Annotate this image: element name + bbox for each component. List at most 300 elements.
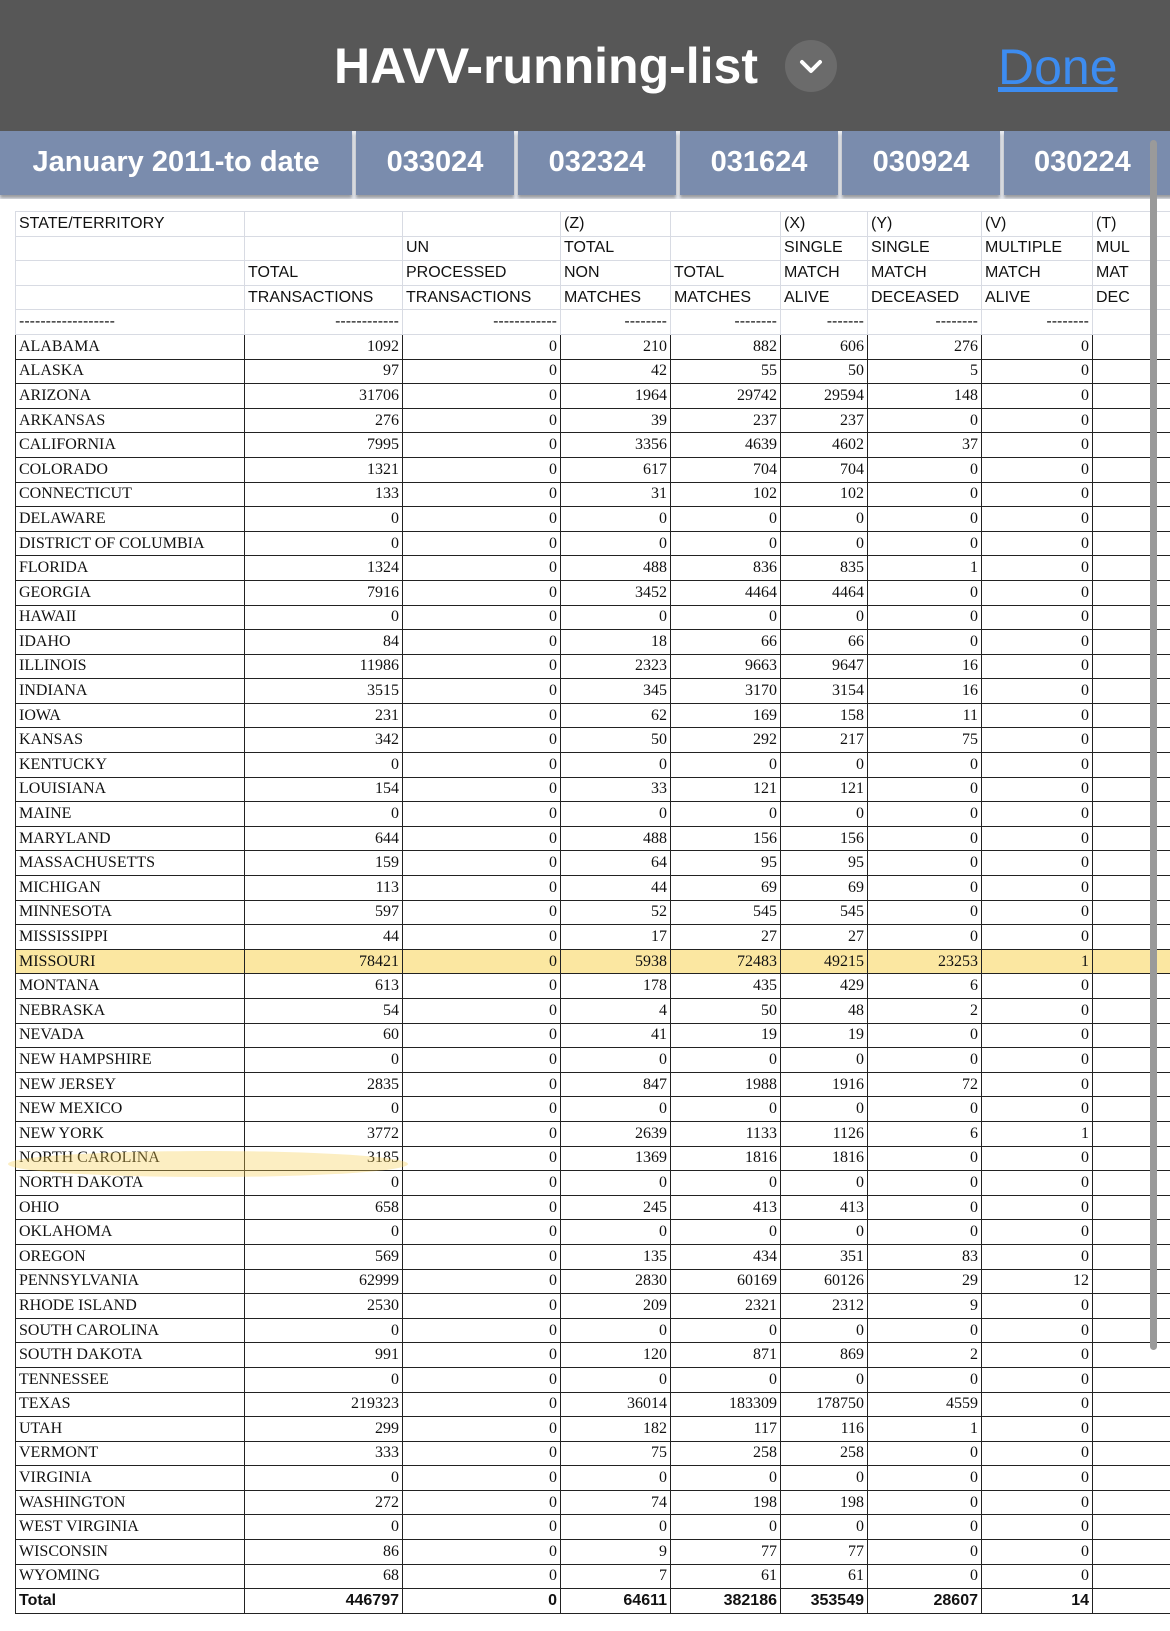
value-cell[interactable]: 72483	[671, 949, 781, 974]
value-cell[interactable]: 0	[403, 974, 561, 999]
value-cell[interactable]: 0	[868, 1171, 982, 1196]
value-cell[interactable]: 0	[403, 1146, 561, 1171]
value-cell[interactable]: 7995	[245, 433, 403, 458]
value-cell[interactable]: 2	[868, 999, 982, 1024]
value-cell[interactable]	[1093, 580, 1170, 605]
value-cell[interactable]: 272	[245, 1490, 403, 1515]
value-cell[interactable]: 0	[403, 1466, 561, 1491]
header-cell[interactable]	[16, 261, 245, 286]
value-cell[interactable]: 210	[561, 334, 671, 359]
state-cell[interactable]: NEW YORK	[16, 1121, 245, 1146]
header-cell[interactable]: DEC	[1093, 285, 1170, 310]
value-cell[interactable]: 0	[982, 1367, 1093, 1392]
state-cell[interactable]: COLORADO	[16, 457, 245, 482]
value-cell[interactable]: 0	[868, 1540, 982, 1565]
separator-cell[interactable]: --------	[982, 310, 1093, 335]
value-cell[interactable]: 0	[403, 482, 561, 507]
value-cell[interactable]: 0	[868, 802, 982, 827]
value-cell[interactable]: 0	[982, 777, 1093, 802]
value-cell[interactable]: 0	[868, 900, 982, 925]
value-cell[interactable]: 333	[245, 1441, 403, 1466]
value-cell[interactable]: 75	[868, 728, 982, 753]
state-cell[interactable]: MAINE	[16, 802, 245, 827]
value-cell[interactable]: 0	[245, 1097, 403, 1122]
value-cell[interactable]: 84	[245, 630, 403, 655]
value-cell[interactable]	[1093, 876, 1170, 901]
value-cell[interactable]: 29594	[781, 384, 868, 409]
value-cell[interactable]	[1093, 1417, 1170, 1442]
total-value-cell[interactable]	[1093, 1589, 1170, 1614]
header-cell[interactable]	[16, 285, 245, 310]
total-value-cell[interactable]: 382186	[671, 1589, 781, 1614]
value-cell[interactable]: 847	[561, 1072, 671, 1097]
value-cell[interactable]: 61	[671, 1564, 781, 1589]
value-cell[interactable]: 0	[982, 802, 1093, 827]
value-cell[interactable]	[1093, 802, 1170, 827]
value-cell[interactable]	[1093, 359, 1170, 384]
value-cell[interactable]: 4464	[781, 580, 868, 605]
value-cell[interactable]: 0	[403, 1392, 561, 1417]
state-cell[interactable]: IOWA	[16, 703, 245, 728]
value-cell[interactable]: 237	[781, 408, 868, 433]
value-cell[interactable]: 2321	[671, 1294, 781, 1319]
value-cell[interactable]: 0	[781, 1515, 868, 1540]
value-cell[interactable]: 292	[671, 728, 781, 753]
value-cell[interactable]: 148	[868, 384, 982, 409]
total-value-cell[interactable]: 0	[403, 1589, 561, 1614]
value-cell[interactable]: 0	[982, 1540, 1093, 1565]
value-cell[interactable]: 0	[561, 753, 671, 778]
value-cell[interactable]	[1093, 1367, 1170, 1392]
value-cell[interactable]: 0	[671, 753, 781, 778]
value-cell[interactable]: 0	[671, 1515, 781, 1540]
value-cell[interactable]: 429	[781, 974, 868, 999]
state-cell[interactable]: ILLINOIS	[16, 654, 245, 679]
value-cell[interactable]: 0	[982, 605, 1093, 630]
value-cell[interactable]: 102	[781, 482, 868, 507]
state-cell[interactable]: LOUISIANA	[16, 777, 245, 802]
value-cell[interactable]: 17	[561, 925, 671, 950]
value-cell[interactable]: 0	[868, 1195, 982, 1220]
value-cell[interactable]	[1093, 999, 1170, 1024]
header-cell[interactable]: (X)	[781, 212, 868, 237]
separator-cell[interactable]: --------	[561, 310, 671, 335]
value-cell[interactable]: 182	[561, 1417, 671, 1442]
state-cell[interactable]: MISSISSIPPI	[16, 925, 245, 950]
sheet-tab-january-2011-to-date[interactable]: January 2011-to date	[0, 131, 352, 195]
state-cell[interactable]: VIRGINIA	[16, 1466, 245, 1491]
header-cell[interactable]: (V)	[982, 212, 1093, 237]
value-cell[interactable]	[1093, 1441, 1170, 1466]
value-cell[interactable]: 345	[561, 679, 671, 704]
value-cell[interactable]	[1093, 703, 1170, 728]
value-cell[interactable]: 0	[671, 1097, 781, 1122]
value-cell[interactable]: 0	[868, 1220, 982, 1245]
state-cell[interactable]: WASHINGTON	[16, 1490, 245, 1515]
value-cell[interactable]: 0	[561, 1318, 671, 1343]
state-cell[interactable]: NORTH DAKOTA	[16, 1171, 245, 1196]
value-cell[interactable]: 0	[868, 851, 982, 876]
value-cell[interactable]: 835	[781, 556, 868, 581]
value-cell[interactable]: 0	[982, 1490, 1093, 1515]
header-cell[interactable]: MAT	[1093, 261, 1170, 286]
value-cell[interactable]: 1133	[671, 1121, 781, 1146]
value-cell[interactable]: 0	[671, 1466, 781, 1491]
header-cell[interactable]: (Y)	[868, 212, 982, 237]
header-cell[interactable]: TOTAL	[671, 261, 781, 286]
value-cell[interactable]: 159	[245, 851, 403, 876]
value-cell[interactable]: 569	[245, 1244, 403, 1269]
value-cell[interactable]: 44	[245, 925, 403, 950]
value-cell[interactable]: 158	[781, 703, 868, 728]
value-cell[interactable]: 0	[781, 753, 868, 778]
state-cell[interactable]: MINNESOTA	[16, 900, 245, 925]
value-cell[interactable]: 1	[982, 949, 1093, 974]
value-cell[interactable]: 0	[982, 999, 1093, 1024]
value-cell[interactable]: 0	[868, 1318, 982, 1343]
value-cell[interactable]: 2830	[561, 1269, 671, 1294]
state-cell[interactable]: NEW JERSEY	[16, 1072, 245, 1097]
value-cell[interactable]	[1093, 851, 1170, 876]
value-cell[interactable]: 3170	[671, 679, 781, 704]
value-cell[interactable]: 1	[868, 1417, 982, 1442]
header-cell[interactable]	[671, 236, 781, 261]
value-cell[interactable]: 11	[868, 703, 982, 728]
value-cell[interactable]: 0	[403, 433, 561, 458]
value-cell[interactable]: 1126	[781, 1121, 868, 1146]
header-cell[interactable]: TOTAL	[245, 261, 403, 286]
state-cell[interactable]: WEST VIRGINIA	[16, 1515, 245, 1540]
value-cell[interactable]: 77	[781, 1540, 868, 1565]
value-cell[interactable]: 0	[982, 556, 1093, 581]
header-cell[interactable]: MATCH	[781, 261, 868, 286]
value-cell[interactable]: 62999	[245, 1269, 403, 1294]
value-cell[interactable]: 237	[671, 408, 781, 433]
value-cell[interactable]: 0	[403, 654, 561, 679]
value-cell[interactable]: 299	[245, 1417, 403, 1442]
state-cell[interactable]: ARKANSAS	[16, 408, 245, 433]
value-cell[interactable]: 0	[561, 1220, 671, 1245]
state-cell[interactable]: ALABAMA	[16, 334, 245, 359]
value-cell[interactable]: 0	[982, 1441, 1093, 1466]
value-cell[interactable]: 4639	[671, 433, 781, 458]
state-cell[interactable]: OREGON	[16, 1244, 245, 1269]
value-cell[interactable]: 644	[245, 826, 403, 851]
value-cell[interactable]	[1093, 1072, 1170, 1097]
value-cell[interactable]: 0	[561, 1466, 671, 1491]
value-cell[interactable]: 0	[982, 334, 1093, 359]
value-cell[interactable]: 0	[561, 1367, 671, 1392]
value-cell[interactable]: 0	[982, 457, 1093, 482]
value-cell[interactable]: 0	[245, 1515, 403, 1540]
value-cell[interactable]: 0	[245, 1048, 403, 1073]
separator-cell[interactable]: ------------	[403, 310, 561, 335]
value-cell[interactable]: 0	[403, 359, 561, 384]
separator-cell[interactable]: ------------	[245, 310, 403, 335]
header-cell[interactable]: SINGLE	[781, 236, 868, 261]
value-cell[interactable]: 102	[671, 482, 781, 507]
value-cell[interactable]: 613	[245, 974, 403, 999]
value-cell[interactable]: 0	[982, 507, 1093, 532]
value-cell[interactable]: 60126	[781, 1269, 868, 1294]
value-cell[interactable]: 69	[781, 876, 868, 901]
header-cell[interactable]: STATE/TERRITORY	[16, 212, 245, 237]
value-cell[interactable]: 231	[245, 703, 403, 728]
header-cell[interactable]: MULTIPLE	[982, 236, 1093, 261]
state-cell[interactable]: CONNECTICUT	[16, 482, 245, 507]
value-cell[interactable]: 0	[868, 753, 982, 778]
value-cell[interactable]: 0	[403, 1343, 561, 1368]
separator-cell[interactable]	[1093, 310, 1170, 335]
value-cell[interactable]: 0	[982, 1171, 1093, 1196]
value-cell[interactable]: 276	[245, 408, 403, 433]
value-cell[interactable]: 198	[671, 1490, 781, 1515]
value-cell[interactable]	[1093, 1195, 1170, 1220]
value-cell[interactable]: 16	[868, 654, 982, 679]
value-cell[interactable]: 50	[561, 728, 671, 753]
value-cell[interactable]	[1093, 1220, 1170, 1245]
value-cell[interactable]: 0	[403, 1490, 561, 1515]
value-cell[interactable]: 154	[245, 777, 403, 802]
value-cell[interactable]: 55	[671, 359, 781, 384]
sheet-tab-031624[interactable]: 031624	[680, 131, 838, 195]
value-cell[interactable]: 61	[781, 1564, 868, 1589]
total-label-cell[interactable]: Total	[16, 1589, 245, 1614]
value-cell[interactable]: 0	[982, 728, 1093, 753]
value-cell[interactable]: 36014	[561, 1392, 671, 1417]
value-cell[interactable]: 0	[561, 531, 671, 556]
value-cell[interactable]	[1093, 1392, 1170, 1417]
value-cell[interactable]: 836	[671, 556, 781, 581]
value-cell[interactable]: 64	[561, 851, 671, 876]
value-cell[interactable]: 113	[245, 876, 403, 901]
value-cell[interactable]: 198	[781, 1490, 868, 1515]
value-cell[interactable]: 4559	[868, 1392, 982, 1417]
value-cell[interactable]: 0	[403, 1220, 561, 1245]
value-cell[interactable]: 0	[561, 802, 671, 827]
state-cell[interactable]: TENNESSEE	[16, 1367, 245, 1392]
value-cell[interactable]: 3452	[561, 580, 671, 605]
value-cell[interactable]: 0	[781, 531, 868, 556]
value-cell[interactable]: 0	[403, 1367, 561, 1392]
value-cell[interactable]: 0	[982, 974, 1093, 999]
value-cell[interactable]: 0	[561, 1515, 671, 1540]
state-cell[interactable]: NEW MEXICO	[16, 1097, 245, 1122]
value-cell[interactable]: 0	[982, 1466, 1093, 1491]
value-cell[interactable]: 5938	[561, 949, 671, 974]
value-cell[interactable]: 0	[982, 654, 1093, 679]
value-cell[interactable]: 0	[868, 580, 982, 605]
value-cell[interactable]: 217	[781, 728, 868, 753]
value-cell[interactable]: 342	[245, 728, 403, 753]
value-cell[interactable]: 545	[781, 900, 868, 925]
value-cell[interactable]: 0	[403, 679, 561, 704]
value-cell[interactable]: 219323	[245, 1392, 403, 1417]
value-cell[interactable]: 0	[868, 1515, 982, 1540]
value-cell[interactable]: 3185	[245, 1146, 403, 1171]
value-cell[interactable]: 0	[403, 1318, 561, 1343]
value-cell[interactable]: 52	[561, 900, 671, 925]
value-cell[interactable]: 0	[403, 851, 561, 876]
value-cell[interactable]	[1093, 728, 1170, 753]
value-cell[interactable]	[1093, 777, 1170, 802]
value-cell[interactable]: 0	[245, 1367, 403, 1392]
value-cell[interactable]: 245	[561, 1195, 671, 1220]
value-cell[interactable]: 0	[781, 802, 868, 827]
value-cell[interactable]: 178	[561, 974, 671, 999]
title-menu-button[interactable]	[785, 40, 837, 92]
sheet-tab-033024[interactable]: 033024	[356, 131, 514, 195]
value-cell[interactable]: 0	[403, 1294, 561, 1319]
value-cell[interactable]: 0	[868, 777, 982, 802]
value-cell[interactable]: 6	[868, 974, 982, 999]
value-cell[interactable]: 0	[982, 1564, 1093, 1589]
header-cell[interactable]: MUL	[1093, 236, 1170, 261]
value-cell[interactable]	[1093, 1564, 1170, 1589]
value-cell[interactable]	[1093, 1318, 1170, 1343]
value-cell[interactable]: 29742	[671, 384, 781, 409]
value-cell[interactable]: 0	[671, 605, 781, 630]
sheet-tab-032324[interactable]: 032324	[518, 131, 676, 195]
value-cell[interactable]: 0	[403, 1195, 561, 1220]
value-cell[interactable]: 0	[403, 556, 561, 581]
value-cell[interactable]: 488	[561, 556, 671, 581]
value-cell[interactable]: 0	[982, 1072, 1093, 1097]
sheet-tab-030224[interactable]: 030224	[1004, 131, 1170, 195]
value-cell[interactable]: 0	[561, 1048, 671, 1073]
value-cell[interactable]	[1093, 900, 1170, 925]
value-cell[interactable]: 48	[781, 999, 868, 1024]
value-cell[interactable]: 0	[671, 507, 781, 532]
state-cell[interactable]: KANSAS	[16, 728, 245, 753]
header-cell[interactable]: DECEASED	[868, 285, 982, 310]
value-cell[interactable]: 121	[671, 777, 781, 802]
value-cell[interactable]	[1093, 630, 1170, 655]
value-cell[interactable]: 0	[403, 802, 561, 827]
value-cell[interactable]: 121	[781, 777, 868, 802]
total-value-cell[interactable]: 446797	[245, 1589, 403, 1614]
value-cell[interactable]: 50	[671, 999, 781, 1024]
value-cell[interactable]: 1816	[671, 1146, 781, 1171]
value-cell[interactable]: 0	[868, 1441, 982, 1466]
value-cell[interactable]: 258	[781, 1441, 868, 1466]
value-cell[interactable]: 3356	[561, 433, 671, 458]
value-cell[interactable]: 0	[982, 630, 1093, 655]
value-cell[interactable]: 0	[982, 1146, 1093, 1171]
state-cell[interactable]: NORTH CAROLINA	[16, 1146, 245, 1171]
state-cell[interactable]: UTAH	[16, 1417, 245, 1442]
state-cell[interactable]: OKLAHOMA	[16, 1220, 245, 1245]
value-cell[interactable]: 62	[561, 703, 671, 728]
value-cell[interactable]: 77	[671, 1540, 781, 1565]
value-cell[interactable]: 0	[671, 1318, 781, 1343]
value-cell[interactable]: 75	[561, 1441, 671, 1466]
value-cell[interactable]	[1093, 605, 1170, 630]
value-cell[interactable]: 27	[671, 925, 781, 950]
value-cell[interactable]	[1093, 949, 1170, 974]
value-cell[interactable]: 0	[868, 630, 982, 655]
header-cell[interactable]: MATCH	[868, 261, 982, 286]
value-cell[interactable]: 0	[403, 777, 561, 802]
value-cell[interactable]: 0	[403, 1048, 561, 1073]
value-cell[interactable]: 0	[403, 925, 561, 950]
value-cell[interactable]: 0	[982, 1392, 1093, 1417]
value-cell[interactable]: 135	[561, 1244, 671, 1269]
value-cell[interactable]: 0	[403, 580, 561, 605]
state-cell[interactable]: INDIANA	[16, 679, 245, 704]
header-cell[interactable]: NON	[561, 261, 671, 286]
value-cell[interactable]: 4602	[781, 433, 868, 458]
value-cell[interactable]: 871	[671, 1343, 781, 1368]
total-value-cell[interactable]: 64611	[561, 1589, 671, 1614]
value-cell[interactable]: 0	[245, 802, 403, 827]
value-cell[interactable]: 60169	[671, 1269, 781, 1294]
value-cell[interactable]: 120	[561, 1343, 671, 1368]
header-cell[interactable]	[16, 236, 245, 261]
state-cell[interactable]: SOUTH CAROLINA	[16, 1318, 245, 1343]
sheet-tab-030924[interactable]: 030924	[842, 131, 1000, 195]
value-cell[interactable]: 0	[403, 826, 561, 851]
state-cell[interactable]: RHODE ISLAND	[16, 1294, 245, 1319]
value-cell[interactable]: 33	[561, 777, 671, 802]
value-cell[interactable]: 0	[403, 900, 561, 925]
value-cell[interactable]: 169	[671, 703, 781, 728]
value-cell[interactable]: 0	[561, 1097, 671, 1122]
value-cell[interactable]: 991	[245, 1343, 403, 1368]
value-cell[interactable]: 617	[561, 457, 671, 482]
header-cell[interactable]	[245, 212, 403, 237]
state-cell[interactable]: OHIO	[16, 1195, 245, 1220]
value-cell[interactable]: 19	[781, 1023, 868, 1048]
value-cell[interactable]: 0	[403, 531, 561, 556]
value-cell[interactable]: 0	[245, 1466, 403, 1491]
value-cell[interactable]: 0	[982, 1195, 1093, 1220]
value-cell[interactable]: 0	[403, 999, 561, 1024]
value-cell[interactable]: 72	[868, 1072, 982, 1097]
value-cell[interactable]: 0	[868, 1023, 982, 1048]
value-cell[interactable]: 0	[245, 507, 403, 532]
state-cell[interactable]: MONTANA	[16, 974, 245, 999]
value-cell[interactable]: 2312	[781, 1294, 868, 1319]
state-cell[interactable]: CALIFORNIA	[16, 433, 245, 458]
state-cell[interactable]: IDAHO	[16, 630, 245, 655]
value-cell[interactable]: 0	[868, 1367, 982, 1392]
value-cell[interactable]	[1093, 531, 1170, 556]
value-cell[interactable]: 0	[868, 1490, 982, 1515]
value-cell[interactable]: 3154	[781, 679, 868, 704]
value-cell[interactable]: 0	[245, 1220, 403, 1245]
header-cell[interactable]: UN	[403, 236, 561, 261]
value-cell[interactable]: 0	[403, 1417, 561, 1442]
state-cell[interactable]: MARYLAND	[16, 826, 245, 851]
value-cell[interactable]: 0	[868, 1097, 982, 1122]
value-cell[interactable]: 0	[403, 728, 561, 753]
state-cell[interactable]: MICHIGAN	[16, 876, 245, 901]
value-cell[interactable]: 0	[982, 876, 1093, 901]
value-cell[interactable]	[1093, 1146, 1170, 1171]
value-cell[interactable]: 183309	[671, 1392, 781, 1417]
value-cell[interactable]: 0	[403, 1072, 561, 1097]
state-cell[interactable]: WYOMING	[16, 1564, 245, 1589]
header-cell[interactable]: SINGLE	[868, 236, 982, 261]
value-cell[interactable]: 0	[982, 1244, 1093, 1269]
value-cell[interactable]: 0	[671, 1367, 781, 1392]
value-cell[interactable]: 413	[671, 1195, 781, 1220]
value-cell[interactable]: 66	[671, 630, 781, 655]
value-cell[interactable]: 0	[868, 507, 982, 532]
value-cell[interactable]: 0	[982, 925, 1093, 950]
vertical-scrollbar[interactable]	[1150, 140, 1157, 1350]
